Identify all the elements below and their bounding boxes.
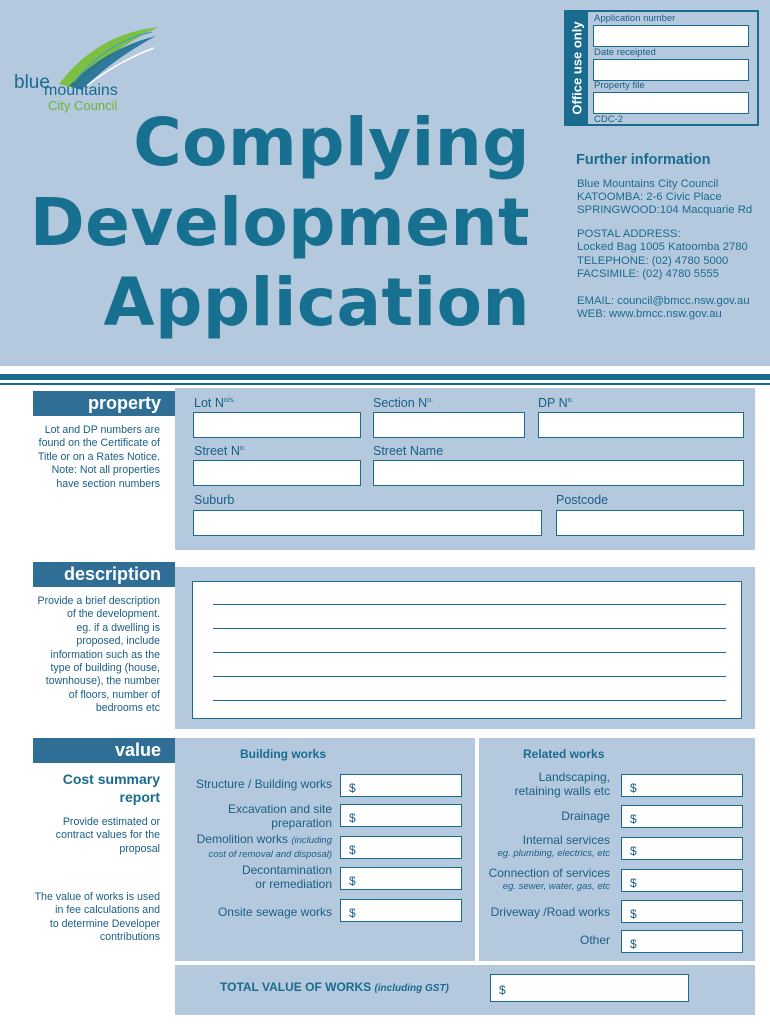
building-works-heading: Building works: [240, 747, 327, 761]
drainage-label: Drainage: [561, 809, 610, 823]
writing-line: [213, 700, 726, 701]
section-label: [373, 396, 433, 410]
dp-label-sup: o.: [567, 396, 574, 404]
section-field[interactable]: [373, 412, 525, 438]
structure-label: Structure / Building works: [195, 777, 332, 791]
currency-symbol: $: [630, 844, 637, 858]
currency-symbol: $: [630, 781, 637, 795]
form-code: CDC-2: [594, 114, 624, 125]
divider-thick: [0, 374, 770, 380]
web-text: WEB: www.bmcc.nsw.gov.au: [577, 308, 722, 320]
other-value-field[interactable]: [621, 930, 743, 953]
office-use-label: Office use only: [569, 21, 585, 115]
office-use-box: [564, 10, 759, 126]
cost-summary-heading: [0, 770, 160, 806]
total-label-sub: (including GST): [374, 983, 449, 994]
description-note: [0, 595, 160, 716]
lot-label: [194, 396, 235, 410]
note-line: The value of works is used: [34, 891, 160, 903]
landscaping-value-field[interactable]: [621, 774, 743, 797]
description-panel: [175, 567, 755, 729]
structure-value-field[interactable]: [340, 774, 462, 797]
note-line: type of building (house,: [50, 662, 160, 675]
value-heading: value: [33, 738, 175, 763]
label-italic: (including: [291, 835, 332, 846]
note-line: proposed, include: [76, 635, 160, 648]
currency-symbol: $: [349, 843, 356, 857]
description-heading: description: [33, 562, 175, 587]
date-receipted-field[interactable]: [593, 59, 749, 81]
decontamination-value-field[interactable]: [340, 867, 462, 890]
label-line: Decontamination: [241, 863, 332, 877]
lot-label-text: Lot N: [194, 396, 224, 410]
currency-symbol: $: [630, 812, 637, 826]
note-line: Note: Not all properties: [51, 464, 160, 477]
info-line: KATOOMBA: 2-6 Civic Place: [577, 191, 722, 203]
postcode-field[interactable]: [556, 510, 744, 536]
note-line: to determine Developer: [49, 917, 160, 930]
logo-text-council: City Council: [48, 98, 118, 113]
title-line-1: Complying: [133, 104, 530, 181]
writing-line: [213, 676, 726, 677]
excavation-label: [172, 802, 332, 830]
property-panel: [175, 388, 755, 550]
postcode-label: Postcode: [556, 493, 609, 507]
note-line: eg. if a dwelling is: [76, 621, 160, 634]
currency-symbol: $: [499, 983, 506, 997]
total-label: [220, 980, 449, 994]
divider-thin: [0, 383, 770, 385]
currency-symbol: $: [630, 937, 637, 951]
total-panel: [175, 965, 755, 1015]
value-note-1: [0, 816, 160, 856]
label-line: retaining walls etc: [514, 784, 610, 798]
label-line: preparation: [271, 816, 332, 830]
currency-symbol: $: [349, 874, 356, 888]
label-line: [172, 832, 332, 848]
note-line: Provide estimated or: [62, 816, 160, 828]
label-line: or remediation: [255, 877, 332, 891]
cost-summary-line: report: [119, 789, 160, 805]
related-works-panel: [479, 738, 755, 961]
note-line: of the development.: [66, 608, 160, 621]
note-line: have section numbers: [56, 477, 160, 490]
currency-symbol: $: [630, 876, 637, 890]
info-line: SPRINGWOOD:104 Macquarie Rd: [577, 204, 753, 216]
street-name-field[interactable]: [373, 460, 744, 486]
drainage-value-field[interactable]: [621, 805, 743, 828]
building-works-panel: [175, 738, 475, 961]
property-heading: property: [33, 391, 175, 416]
street-no-field[interactable]: [193, 460, 361, 486]
note-line: contributions: [99, 931, 160, 944]
demolition-value-field[interactable]: [340, 836, 462, 859]
internal-services-value-field[interactable]: [621, 837, 743, 860]
note-line: contract values for the: [55, 829, 160, 842]
logo-text-blue: blue: [14, 72, 50, 93]
currency-symbol: $: [349, 906, 356, 920]
street-name-label: Street Name: [373, 444, 444, 458]
title-line-2: Development: [29, 184, 530, 261]
label-line: Landscaping,: [538, 770, 610, 784]
related-works-heading: Related works: [523, 747, 605, 761]
dp-label-text: DP N: [538, 396, 568, 410]
writing-line: [213, 652, 726, 653]
driveway-label: Driveway /Road works: [490, 905, 610, 919]
label-line: Connection of services: [488, 866, 610, 880]
note-line: proposal: [119, 842, 160, 855]
writing-line: [213, 628, 726, 629]
street-no-label-sup: o.: [239, 444, 246, 452]
writing-line: [213, 604, 726, 605]
value-note-2: [0, 891, 160, 945]
lot-label-sup: o/s.: [223, 396, 236, 404]
info-line: TELEPHONE: (02) 4780 5000: [577, 255, 729, 267]
connection-services-label: [460, 866, 610, 894]
note-line: Provide a brief description: [37, 595, 160, 607]
landscaping-label: [470, 770, 610, 798]
property-note: [0, 424, 160, 491]
property-file-label: Property file: [594, 80, 645, 91]
internal-services-label: [460, 833, 610, 861]
total-value-field[interactable]: [490, 974, 689, 1002]
description-textarea[interactable]: [192, 581, 742, 719]
info-line: Blue Mountains City Council: [577, 178, 719, 190]
total-label-text: TOTAL VALUE OF WORKS: [220, 980, 372, 994]
note-line: of floors, number of: [68, 688, 160, 701]
date-receipted-label: Date receipted: [594, 47, 656, 58]
further-info-title: Further information: [576, 152, 711, 168]
currency-symbol: $: [630, 907, 637, 921]
decontamination-label: [172, 863, 332, 891]
demolition-label: [172, 832, 332, 862]
label-text: Demolition works: [196, 832, 288, 846]
driveway-value-field[interactable]: [621, 900, 743, 923]
application-number-field[interactable]: [593, 25, 749, 47]
application-number-label: Application number: [594, 13, 676, 24]
cost-summary-line: Cost summary: [62, 771, 160, 787]
other-label: Other: [579, 933, 610, 947]
note-line: townhouse), the number: [45, 675, 160, 688]
label-sub: eg. plumbing, electrics, etc: [497, 848, 610, 859]
header-banner: [0, 0, 770, 366]
note-line: information such as the: [50, 648, 160, 661]
street-no-label-text: Street N: [194, 444, 240, 458]
section-label-text: Section N: [373, 396, 428, 410]
info-line: POSTAL ADDRESS:: [577, 228, 681, 240]
dp-label: [538, 396, 573, 410]
dp-field[interactable]: [538, 412, 744, 438]
info-line: FACSIMILE: (02) 4780 5555: [577, 268, 719, 280]
sewage-label: Onsite sewage works: [217, 905, 332, 919]
section-label-sup: o.: [427, 396, 434, 404]
suburb-field[interactable]: [193, 510, 542, 536]
lot-field[interactable]: [193, 412, 361, 438]
label-line: Excavation and site: [227, 802, 332, 816]
sewage-value-field[interactable]: [340, 899, 462, 922]
connection-services-value-field[interactable]: [621, 869, 743, 892]
note-line: bedrooms etc: [95, 702, 160, 715]
office-use-strip: [566, 12, 588, 124]
info-line: Locked Bag 1005 Katoomba 2780: [577, 241, 748, 253]
excavation-value-field[interactable]: [340, 804, 462, 827]
property-file-field[interactable]: [593, 92, 749, 114]
note-line: in fee calculations and: [55, 904, 160, 917]
logo-text-mountains: mountains: [44, 82, 118, 99]
note-line: found on the Certificate of: [38, 437, 160, 450]
label-line: Internal services: [522, 833, 610, 847]
label-sub: cost of removal and disposal): [208, 849, 332, 860]
street-no-label: [194, 444, 246, 458]
currency-symbol: $: [349, 811, 356, 825]
currency-symbol: $: [349, 781, 356, 795]
suburb-label: Suburb: [194, 493, 235, 507]
label-sub: eg. sewer, water, gas, etc: [502, 881, 610, 892]
email-text: EMAIL: council@bmcc.nsw.gov.au: [577, 295, 750, 307]
note-line: Title or on a Rates Notice.: [37, 450, 160, 463]
title-line-3: Application: [103, 264, 530, 341]
note-line: Lot and DP numbers are: [44, 424, 160, 436]
